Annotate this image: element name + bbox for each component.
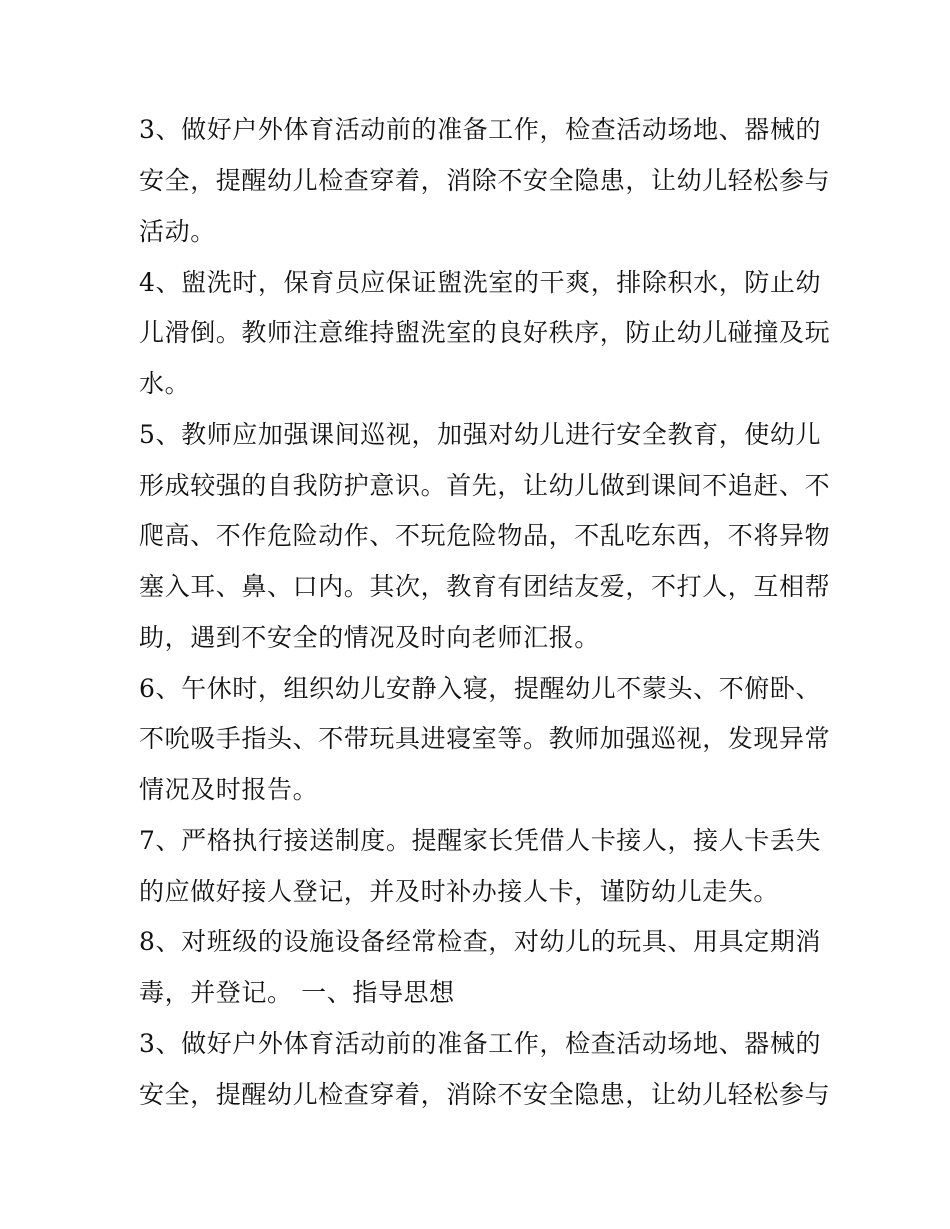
text-line-8: 形成较强的自我防护意识。首先，让幼儿做到课间不追赶、不: [139, 471, 831, 500]
text-line-19: 3、做好户外体育活动前的准备工作，检查活动场地、器械的: [139, 1029, 822, 1058]
text-line-4: 4、盥洗时，保育员应保证盥洗室的干爽，排除积水，防止幼: [139, 268, 822, 297]
text-line-13: 不吮吸手指头、不带玩具进寝室等。教师加强巡视，发现异常: [139, 724, 831, 753]
text-line-20: 安全，提醒幼儿检查穿着，消除不安全隐患，让幼儿轻松参与: [139, 1080, 831, 1109]
text-line-15: 7、严格执行接送制度。提醒家长凭借人卡接人，接人卡丢失: [139, 826, 822, 855]
text-line-17: 8、对班级的设施设备经常检查，对幼儿的玩具、用具定期消: [139, 927, 822, 956]
text-line-16: 的应做好接人登记，并及时补办接人卡，谨防幼儿走失。: [139, 877, 780, 906]
text-line-11: 助，遇到不安全的情况及时向老师汇报。: [139, 623, 600, 652]
text-line-14: 情况及时报告。: [139, 775, 319, 804]
text-line-6: 水。: [139, 369, 191, 398]
text-line-3: 活动。: [139, 217, 216, 246]
text-line-2: 安全，提醒幼儿检查穿着，消除不安全隐患，让幼儿轻松参与: [139, 166, 831, 195]
text-line-1: 3、做好户外体育活动前的准备工作，检查活动场地、器械的: [139, 115, 822, 144]
text-line-7: 5、教师应加强课间巡视，加强对幼儿进行安全教育，使幼儿: [139, 420, 822, 449]
text-line-18: 毒，并登记。 一、指导思想: [139, 978, 455, 1007]
text-line-9: 爬高、不作危险动作、不玩危险物品，不乱吃东西，不将异物: [139, 521, 831, 550]
text-line-10: 塞入耳、鼻、口内。其次，教育有团结友爱，不打人，互相帮: [139, 572, 831, 601]
text-line-12: 6、午休时，组织幼儿安静入寝，提醒幼儿不蒙头、不俯卧、: [139, 674, 822, 703]
text-line-5: 儿滑倒。教师注意维持盥洗室的良好秩序，防止幼儿碰撞及玩: [139, 318, 831, 347]
